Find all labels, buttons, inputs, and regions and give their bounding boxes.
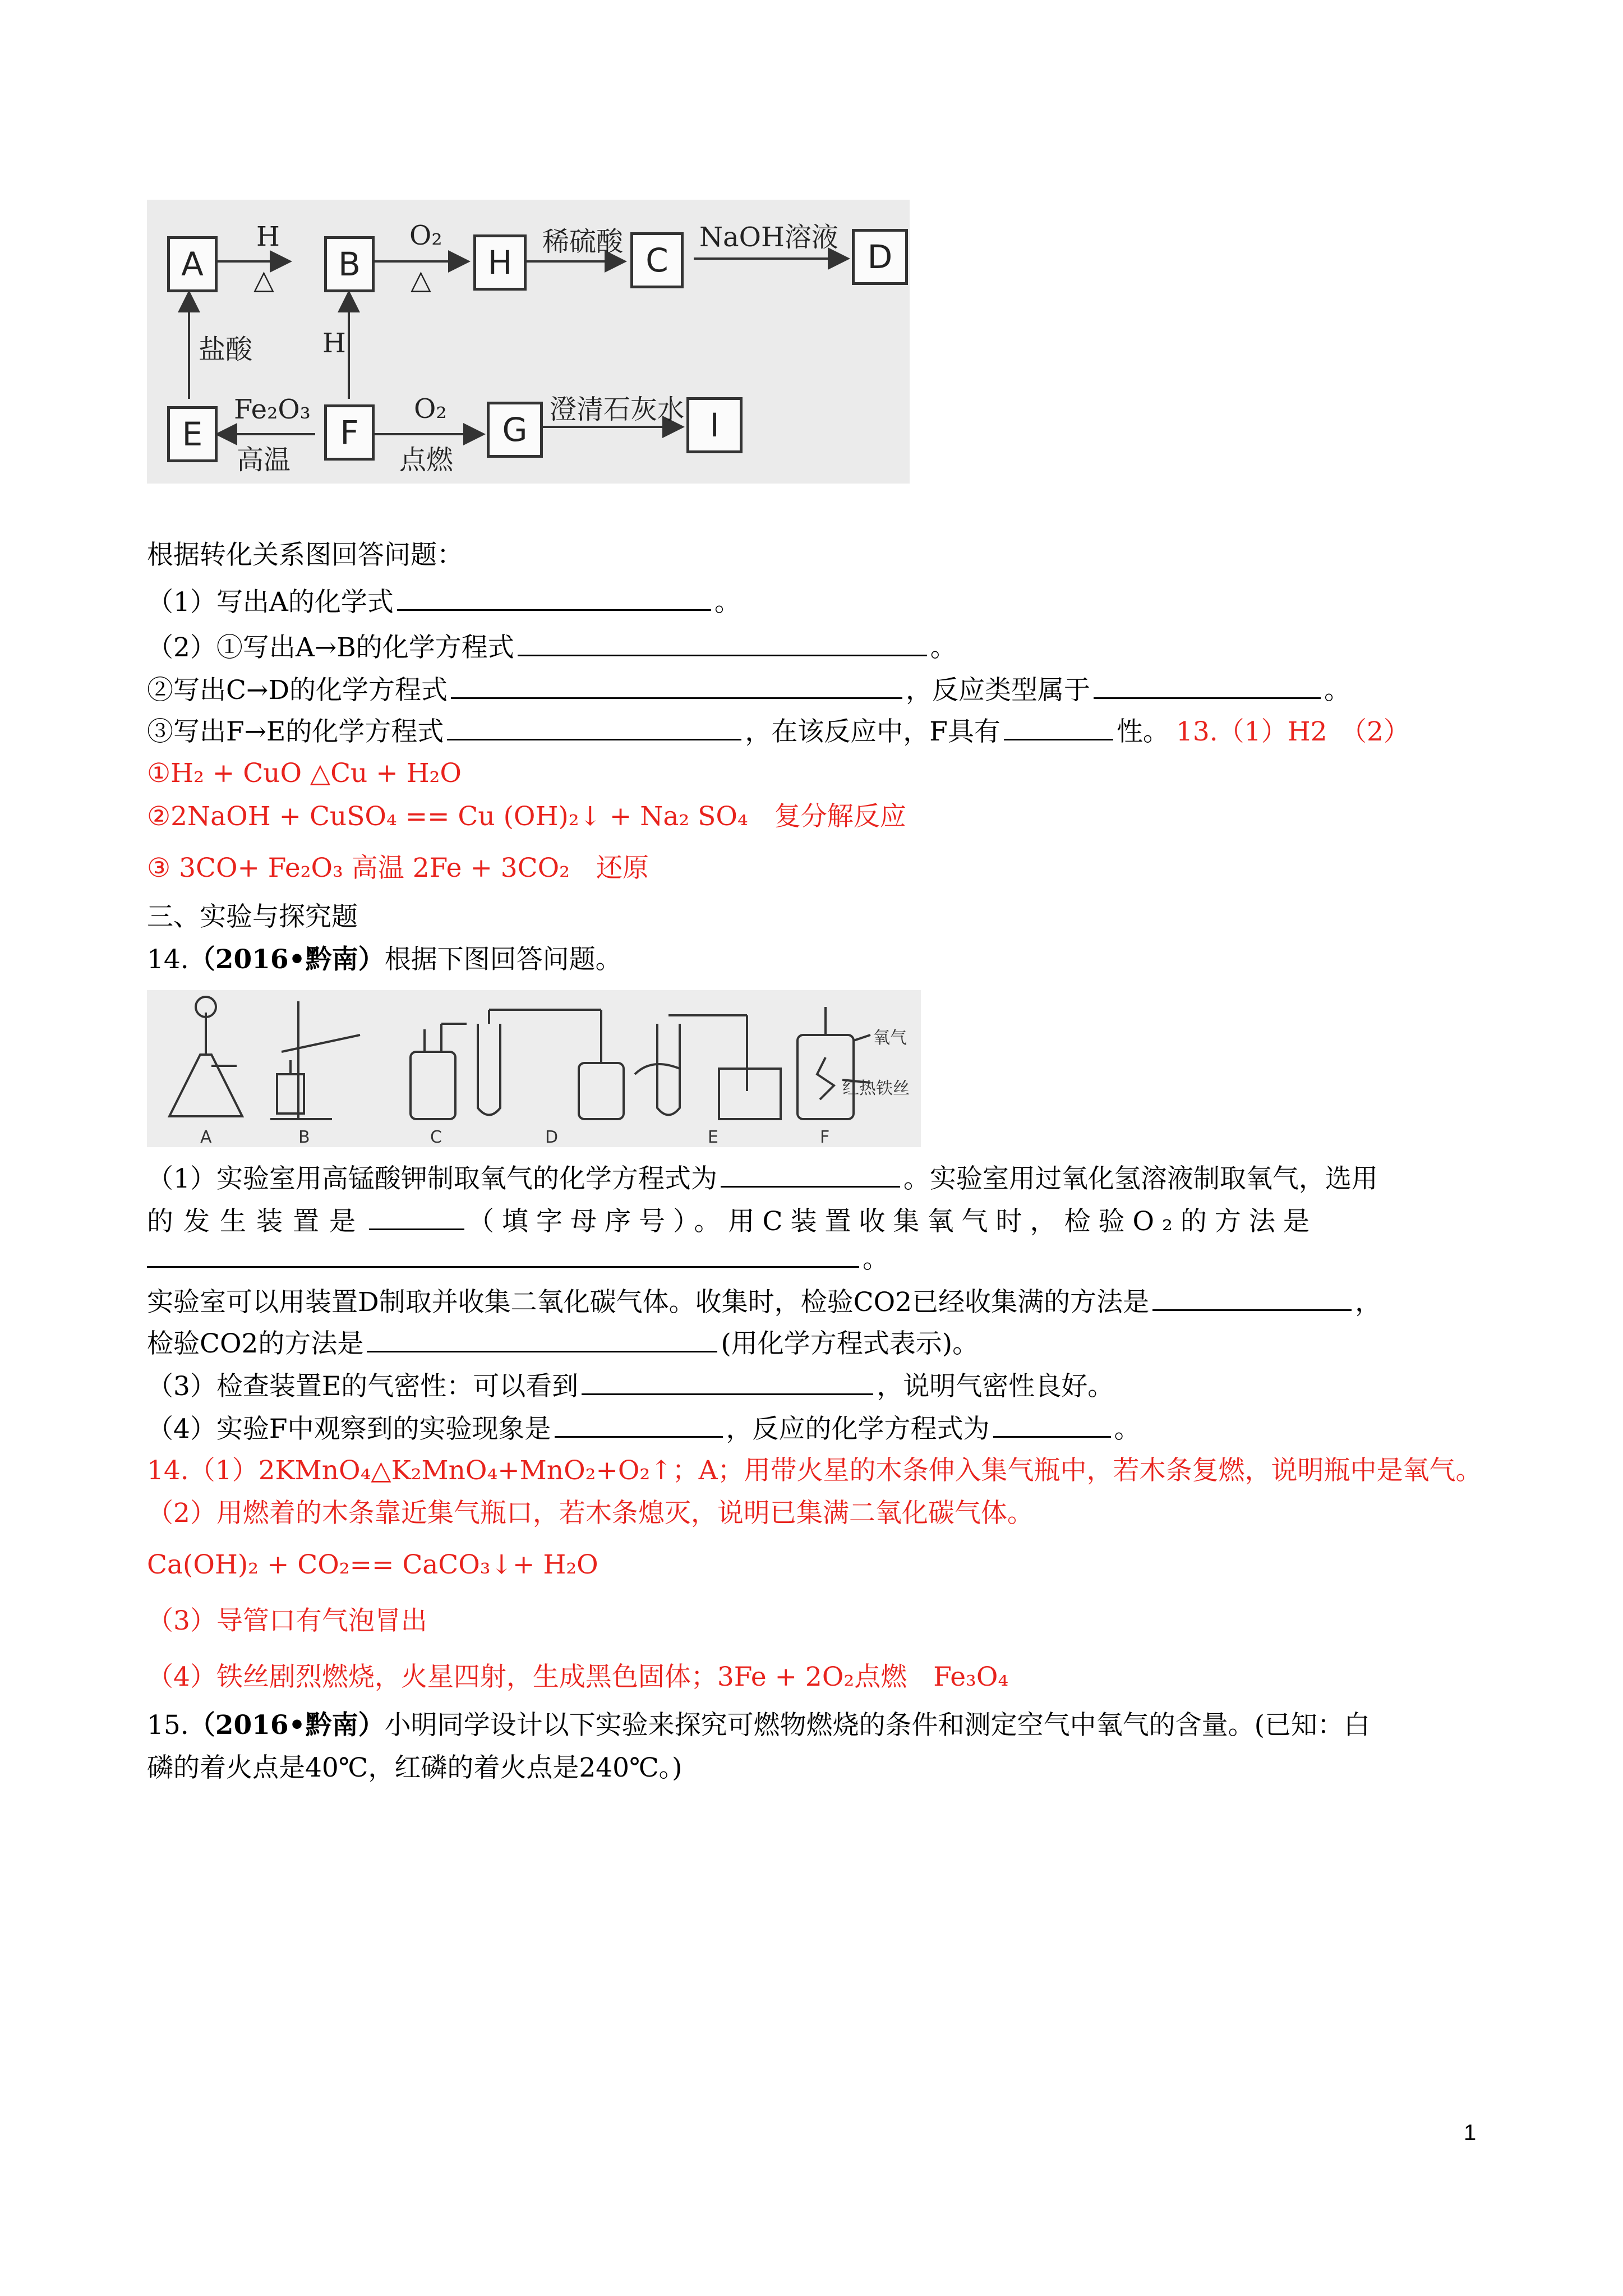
flow-box-g: G [487,402,543,458]
q14-answer-3: Ca(OH)₂ + CO₂== CaCO₃↓+ H₂O [147,1549,598,1580]
q14-part4: （4）实验F中观察到的实验现象是 ，反应的化学方程式为 。 [147,1411,1141,1446]
flow-box-f: F [324,404,375,461]
q14-answer-1: 14.（1）2KMnO₄△K₂MnO₄+MnO₂+O₂↑；A；用带火星的木条伸入集气瓶中，若木条复燃，说明瓶中是氧气。 [147,1455,1482,1486]
q15-line2: 磷的着火点是40℃，红磷的着火点是240℃。) [147,1752,683,1783]
q13-answer-1: ①H₂ + CuO △Cu + H₂O [147,758,462,789]
flow-box-b: B [324,236,375,292]
flow-box-a: A [167,236,218,292]
q14-part3: （3）检查装置E的气密性：可以看到 ，说明气密性良好。 [147,1369,1114,1404]
apparatus-drawing [147,990,921,1147]
q14-answer-5: （4）铁丝剧烈燃烧，火星四射，生成黑色固体；3Fe + 2O₂点燃 Fe₃O₄ [147,1662,1009,1692]
apparatus-label-a: A [200,1128,212,1147]
apparatus-label-b: B [298,1128,310,1147]
q13-intro: 根据转化关系图回答问题： [147,540,463,570]
answer-blank[interactable] [721,1161,900,1188]
q14-stem: 14.（2016•黔南）根据下图回答问题。 [147,944,622,975]
label-ab-bottom: △ [253,264,274,296]
label-fg-top: O₂ [414,393,447,425]
apparatus-label-e: E [708,1128,718,1147]
label-fe-bottom: 高温 [237,444,291,476]
apparatus-label-wire: 红热铁丝 [842,1079,910,1098]
label-cd: NaOH溶液 [699,222,838,253]
answer-blank[interactable] [367,1326,717,1352]
q14-answer-2: （2）用燃着的木条靠近集气瓶口，若木条熄灭，说明已集满二氧化碳气体。 [147,1498,1034,1529]
label-fg-bottom: 点燃 [399,444,454,476]
label-hc: 稀硫酸 [542,226,624,257]
q13-answer-3: ③ 3CO+ Fe₂O₃ 高温 2Fe + 3CO₂ 还原 [147,853,649,884]
answer-blank[interactable] [555,1411,723,1438]
answer-blank[interactable] [397,585,711,611]
page-number: 1 [1464,2120,1477,2145]
apparatus-label-oxygen: 氧气 [873,1028,907,1048]
q14-part1-line2: 的发生装置是 （填字母序号）。用C装置收集氧气时，检验O₂的方法是 [147,1204,1317,1239]
q13-part2: （2）①写出A→B的化学方程式 。 [147,630,957,665]
flow-box-c: C [630,232,684,288]
answer-blank[interactable] [582,1369,873,1395]
q14-part2-line1: 实验室可以用装置D制取并收集二氧化碳气体。收集时，检验CO2已经收集满的方法是 ， [147,1285,1381,1319]
q13-answer-2: ②2NaOH + CuSO₄ == Cu (OH)₂↓ + Na₂ SO₄ 复分解反应 [147,801,906,832]
answer-blank[interactable] [518,630,927,656]
q13-part4: ③写出F→E的化学方程式 ，在该反应中，F具有 性。 13.（1）H2 （2） [147,714,1410,749]
label-bh-top: O₂ [409,220,442,251]
section-heading: 三、实验与探究题 [147,901,358,932]
flow-box-i: I [686,397,743,453]
answer-blank[interactable] [147,1241,859,1268]
apparatus-label-c: C [430,1128,442,1147]
label-ea: 盐酸 [199,334,253,365]
q13-part1: （1）写出A的化学式 。 [147,585,741,619]
label-bh-bottom: △ [411,264,431,296]
q13-part3: ②写出C→D的化学方程式 ，反应类型属于 。 [147,673,1350,707]
label-ab-top: H [256,221,280,252]
flowchart-figure [147,200,910,484]
label-fe-top: Fe₂O₃ [234,394,311,425]
apparatus-label-d: D [545,1128,559,1147]
flow-box-h: H [473,234,527,291]
label-gi: 澄清石灰水 [550,394,685,425]
q15-line1: 15.（2016•黔南）小明同学设计以下实验来探究可燃物燃烧的条件和测定空气中氧气的含量。(已知：白 [147,1710,1370,1741]
answer-blank[interactable] [451,673,902,699]
answer-blank[interactable] [993,1411,1111,1438]
answer-blank[interactable] [447,714,741,740]
q14-answer-4: （3）导管口有气泡冒出 [147,1605,427,1636]
answer-blank[interactable] [1004,714,1113,740]
answer-blank[interactable] [1094,673,1321,699]
q14-part2-line2: 检验CO2的方法是 (用化学方程式表示)。 [147,1326,979,1361]
apparatus-figure [147,990,921,1147]
flow-box-e: E [167,406,218,462]
q14-part1-line1: （1）实验室用高锰酸钾制取氧气的化学方程式为 。实验室用过氧化氢溶液制取氧气，选用 [147,1161,1378,1196]
answer-blank[interactable] [369,1204,464,1230]
flow-box-d: D [852,229,908,285]
q14-part1-line3: 。 [147,1241,889,1276]
apparatus-label-f: F [820,1128,830,1147]
label-fb: H [322,328,346,359]
answer-blank[interactable] [1152,1285,1352,1311]
